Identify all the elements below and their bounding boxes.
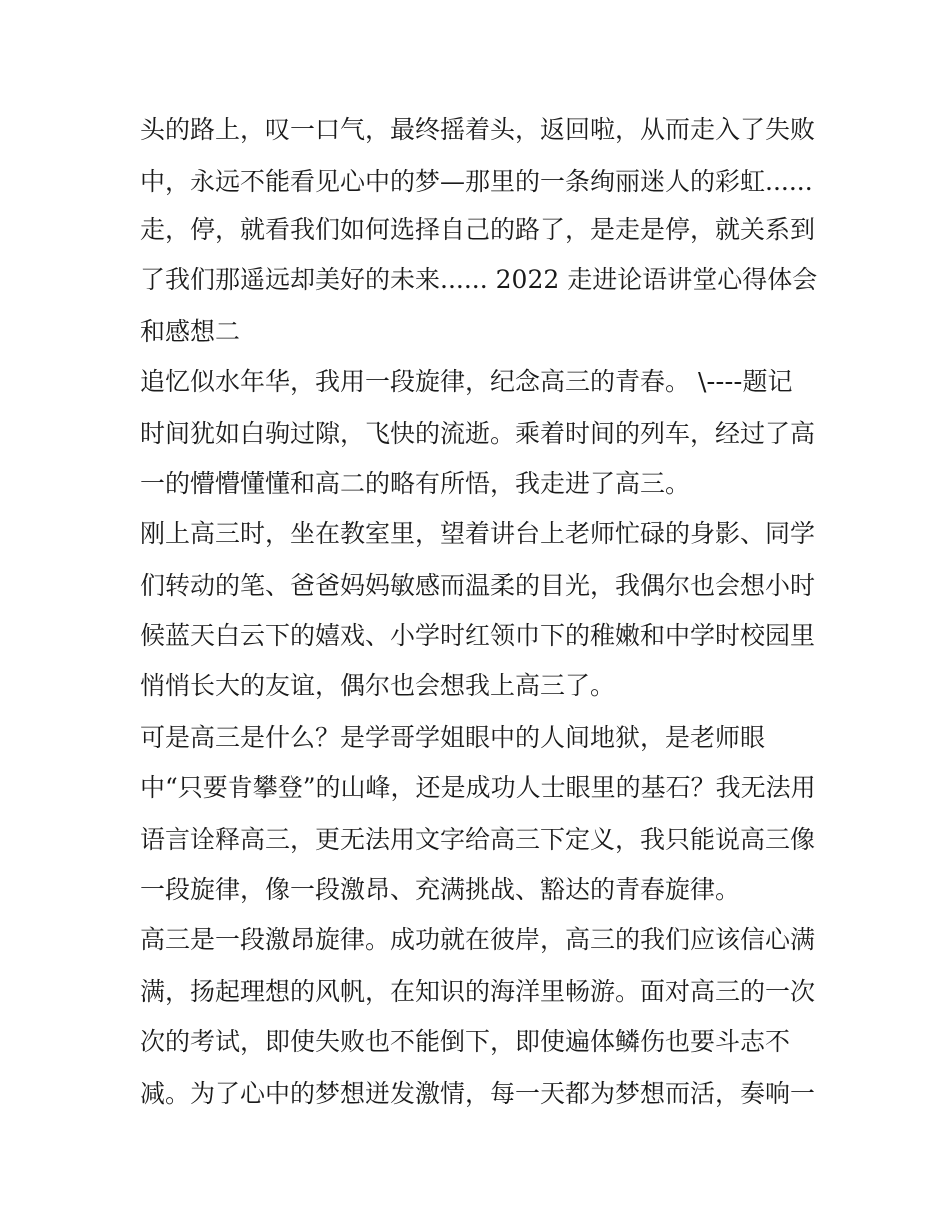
text-line: 们转动的笔、爸爸妈妈敏感而温柔的目光，我偶尔也会想小时 [140,571,816,600]
text-line: 可是高三是什么？是学哥学姐眼中的人间地狱，是老师眼 [140,723,766,752]
text-line: 头的路上，叹一口气，最终摇着头，返回啦，从而走入了失败 [140,115,816,144]
text-line: 满，扬起理想的风帆，在知识的海洋里畅游。面对高三的一次 [140,977,816,1006]
text-line: 走，停，就看我们如何选择自己的路了，是走是停，就关系到 [140,215,816,244]
text-line: 刚上高三时，坐在教室里，望着讲台上老师忙碌的身影、同学 [140,519,816,548]
text-line: 时间犹如白驹过隙，飞快的流逝。乘着时间的列车，经过了高 [140,419,816,448]
text-line: 减。为了心中的梦想迸发激情，每一天都为梦想而活，奏响一 [140,1079,816,1108]
text-line: 候蓝天白云下的嬉戏、小学时红领巾下的稚嫩和中学时校园里 [140,621,816,650]
text-line: 悄悄长大的友谊，偶尔也会想我上高三了。 [140,671,616,700]
text-line: 语言诠释高三，更无法用文字给高三下定义，我只能说高三像 [140,825,816,854]
text-line: 中，永远不能看见心中的梦—那里的一条绚丽迷人的彩虹...... [140,167,813,196]
text-line: 了我们那遥远却美好的未来...... 2022 走进论语讲堂心得体会 [140,265,818,294]
text-line: 追忆似水年华，我用一段旋律，纪念高三的青春。 \----题记 [140,367,793,396]
text-line: 一的懵懵懂懂和高二的略有所悟，我走进了高三。 [140,469,691,498]
text-line: 次的考试，即使失败也不能倒下，即使遍体鳞伤也要斗志不 [140,1027,791,1056]
text-line: 中“只要肯攀登”的山峰，还是成功人士眼里的基石？我无法用 [140,773,816,802]
text-line: 和感想二 [140,317,241,346]
text-line: 高三是一段激昂旋律。成功就在彼岸，高三的我们应该信心满 [140,925,816,954]
text-line: 一段旋律，像一段激昂、充满挑战、豁达的青春旋律。 [140,875,741,904]
